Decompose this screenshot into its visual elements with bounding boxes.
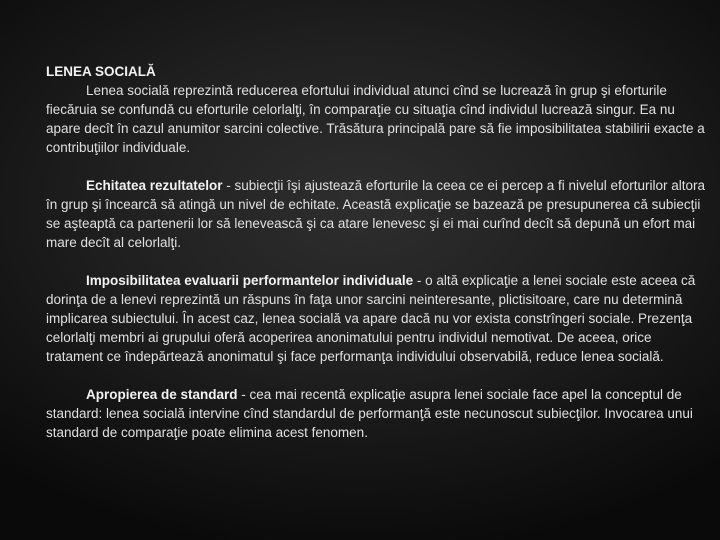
section-evaluation-body: - o altă explicaţie a lenei sociale este aceea că dorinţa de a lenevi reprezintă un răspuns în faţa unor sarcini neinteresante, plictisitoare, care nu determină implicarea subiectului. În acest caz, lenea socială va apare dacă nu vor exista constrîngeri sociale. Prezenţa celorlalţi membri ai grupului oferă acoperirea anonimatului pentru individul nemotivat. De aceea, orice tratament ce îndepărtează anonimatul şi face performanţa individului observabilă, reduce lenea socială. bbox=[46, 273, 696, 364]
section-equity-heading: Echitatea rezultatelor bbox=[86, 178, 223, 193]
section-standard-body: - cea mai recentă explicaţie asupra lenei sociale face apel la conceptul de standard: lenea socială intervine cînd standardul de performanţă este necunoscut subiecţilor. Invocarea unui standard de comparaţie poate elimina acest fenomen. bbox=[46, 387, 693, 440]
section-standard bbox=[46, 385, 710, 442]
section-evaluation-heading: Imposibilitatea evaluarii performantelor individuale bbox=[86, 273, 414, 288]
section-equity-body: - subiecţii îşi ajustează eforturile la ceea ce ei percep a fi nivelul eforturilor altora în grup şi încearcă să atingă un nivel de echitate. Această explicaţie se bazează pe presupunerea că subiecţii se aşteaptă ca partenerii lor să lenevească şi ca atare lenevesc şi ei mai curînd decît să depună un efort mai mare decît al celorlalţi. bbox=[46, 178, 706, 250]
section-equity bbox=[46, 176, 710, 252]
slide-content bbox=[46, 63, 710, 442]
slide-title: LENEA SOCIALĂ bbox=[46, 64, 156, 79]
section-standard-heading: Apropierea de standard bbox=[86, 387, 238, 402]
section-evaluation bbox=[46, 271, 710, 366]
intro-paragraph: Lenea socială reprezintă reducerea efortului individual atunci cînd se lucrează în grup şi eforturile fiecăruia se confundă cu eforturile celorlalţi, în comparaţie cu situaţia cînd individul lucrează singur. Ea nu apare decît în cazul anumitor sarcini colective. Trăsătura principală pare să fie imposibilitatea stabilirii exacte a contribuţiilor individuale. bbox=[46, 83, 705, 155]
